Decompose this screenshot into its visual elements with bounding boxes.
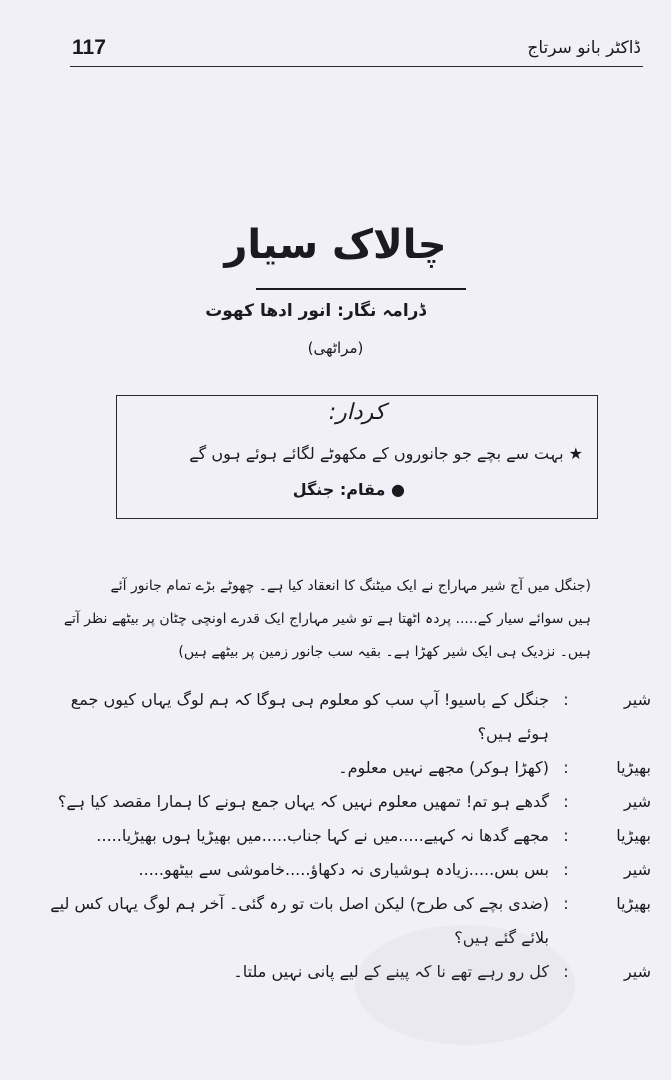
stage-direction-line: ہیں۔ نزدیک ہی ایک شیر کھڑا ہے۔ بقیہ سب جانور زمین پر بیٹھے ہیں): [178, 644, 591, 660]
dialogue-row: [60, 751, 651, 785]
running-header-author: ڈاکٹر بانو سرتاج: [527, 38, 641, 58]
page-number: 117: [72, 36, 106, 59]
speaker-name: بھیڑیا: [616, 894, 651, 913]
speech: [60, 853, 549, 887]
speech-line: (کھڑا ہوکر) مجھے نہیں معلوم۔: [338, 758, 549, 777]
dialogue: [50, 683, 651, 989]
source-language: (مراٹھی): [307, 339, 364, 357]
faded-library-stamp: [355, 925, 575, 1045]
speaker-name: شیر: [623, 860, 651, 879]
speaker-name: بھیڑیا: [616, 826, 651, 845]
dialogue-row: [60, 683, 651, 751]
cast-box: [116, 395, 598, 519]
speech-line: بلائے گئے ہیں؟: [454, 928, 549, 947]
speaker-colon: :: [563, 860, 569, 879]
cast-characters: ★ بہت سے بچے جو جانوروں کے مکھوٹے لگائے ہوئے ہوں گے: [189, 444, 583, 463]
speech-line: کل رو رہے تھے نا کہ پینے کے لیے پانی نہیں ملتا۔: [233, 962, 549, 981]
dialogue-row: [60, 819, 651, 853]
cast-heading: کردار:: [328, 400, 386, 425]
speaker-name: شیر: [623, 792, 651, 811]
speech-line: (ضدی بچے کی طرح) لیکن اصل بات تو رہ گئی۔ آخر ہم لوگ یہاں کس لیے: [50, 894, 549, 913]
speaker-colon: :: [563, 690, 569, 709]
dialogue-row: [60, 853, 651, 887]
speaker-colon: :: [563, 962, 569, 981]
header-rule: [70, 66, 643, 67]
title-underline: [256, 288, 466, 290]
speaker-colon: :: [563, 792, 569, 811]
dialogue-row: [57, 785, 651, 819]
speech-line: گدھے ہو تم! تمھیں معلوم نہیں کہ یہاں جمع ہونے کا ہمارا مقصد کیا ہے؟: [57, 792, 549, 811]
speaker-colon: :: [563, 826, 569, 845]
dramatist-credit: ڈرامہ نگار: انور ادھا کھوت: [205, 301, 426, 321]
speaker-name: شیر: [623, 962, 651, 981]
speech-line: جنگل کے باسیو! آپ سب کو معلوم ہی ہوگا کہ ہم لوگ یہاں کیوں جمع: [70, 690, 549, 709]
stage-direction: [61, 570, 591, 669]
speech-line: مجھے گدھا نہ کہیے.....میں نے کہا جناب.....میں بھیڑیا ہوں بھیڑیا.....: [96, 826, 549, 845]
speaker-name: بھیڑیا: [616, 758, 651, 777]
stage-direction-line: ہیں سوائے سیار کے..... پردہ اٹھتا ہے تو شیر مہاراج ایک قدرے اونچی چٹان پر بیٹھے نظر آتے: [63, 611, 591, 627]
speech: [58, 785, 549, 819]
speaker-colon: :: [563, 894, 569, 913]
speaker-name: شیر: [623, 690, 651, 709]
dialogue-row: [50, 887, 651, 955]
stage-direction-line: (جنگل میں آج شیر مہاراج نے ایک میٹنگ کا انعقاد کیا ہے۔ چھوٹے بڑے تمام جانور آئے: [110, 578, 591, 594]
speaker-colon: :: [563, 758, 569, 777]
speech-line: ہوئے ہیں؟: [477, 724, 549, 743]
speech: [60, 683, 549, 751]
speech: [60, 819, 549, 853]
speech-line: بس بس.....زیادہ ہوشیاری نہ دکھاؤ.....خاموشی سے بیٹھو.....: [138, 860, 549, 879]
speech: [60, 751, 549, 785]
play-title: چالاک سیار: [224, 222, 447, 268]
cast-location: ● مقام: جنگل: [292, 480, 405, 499]
